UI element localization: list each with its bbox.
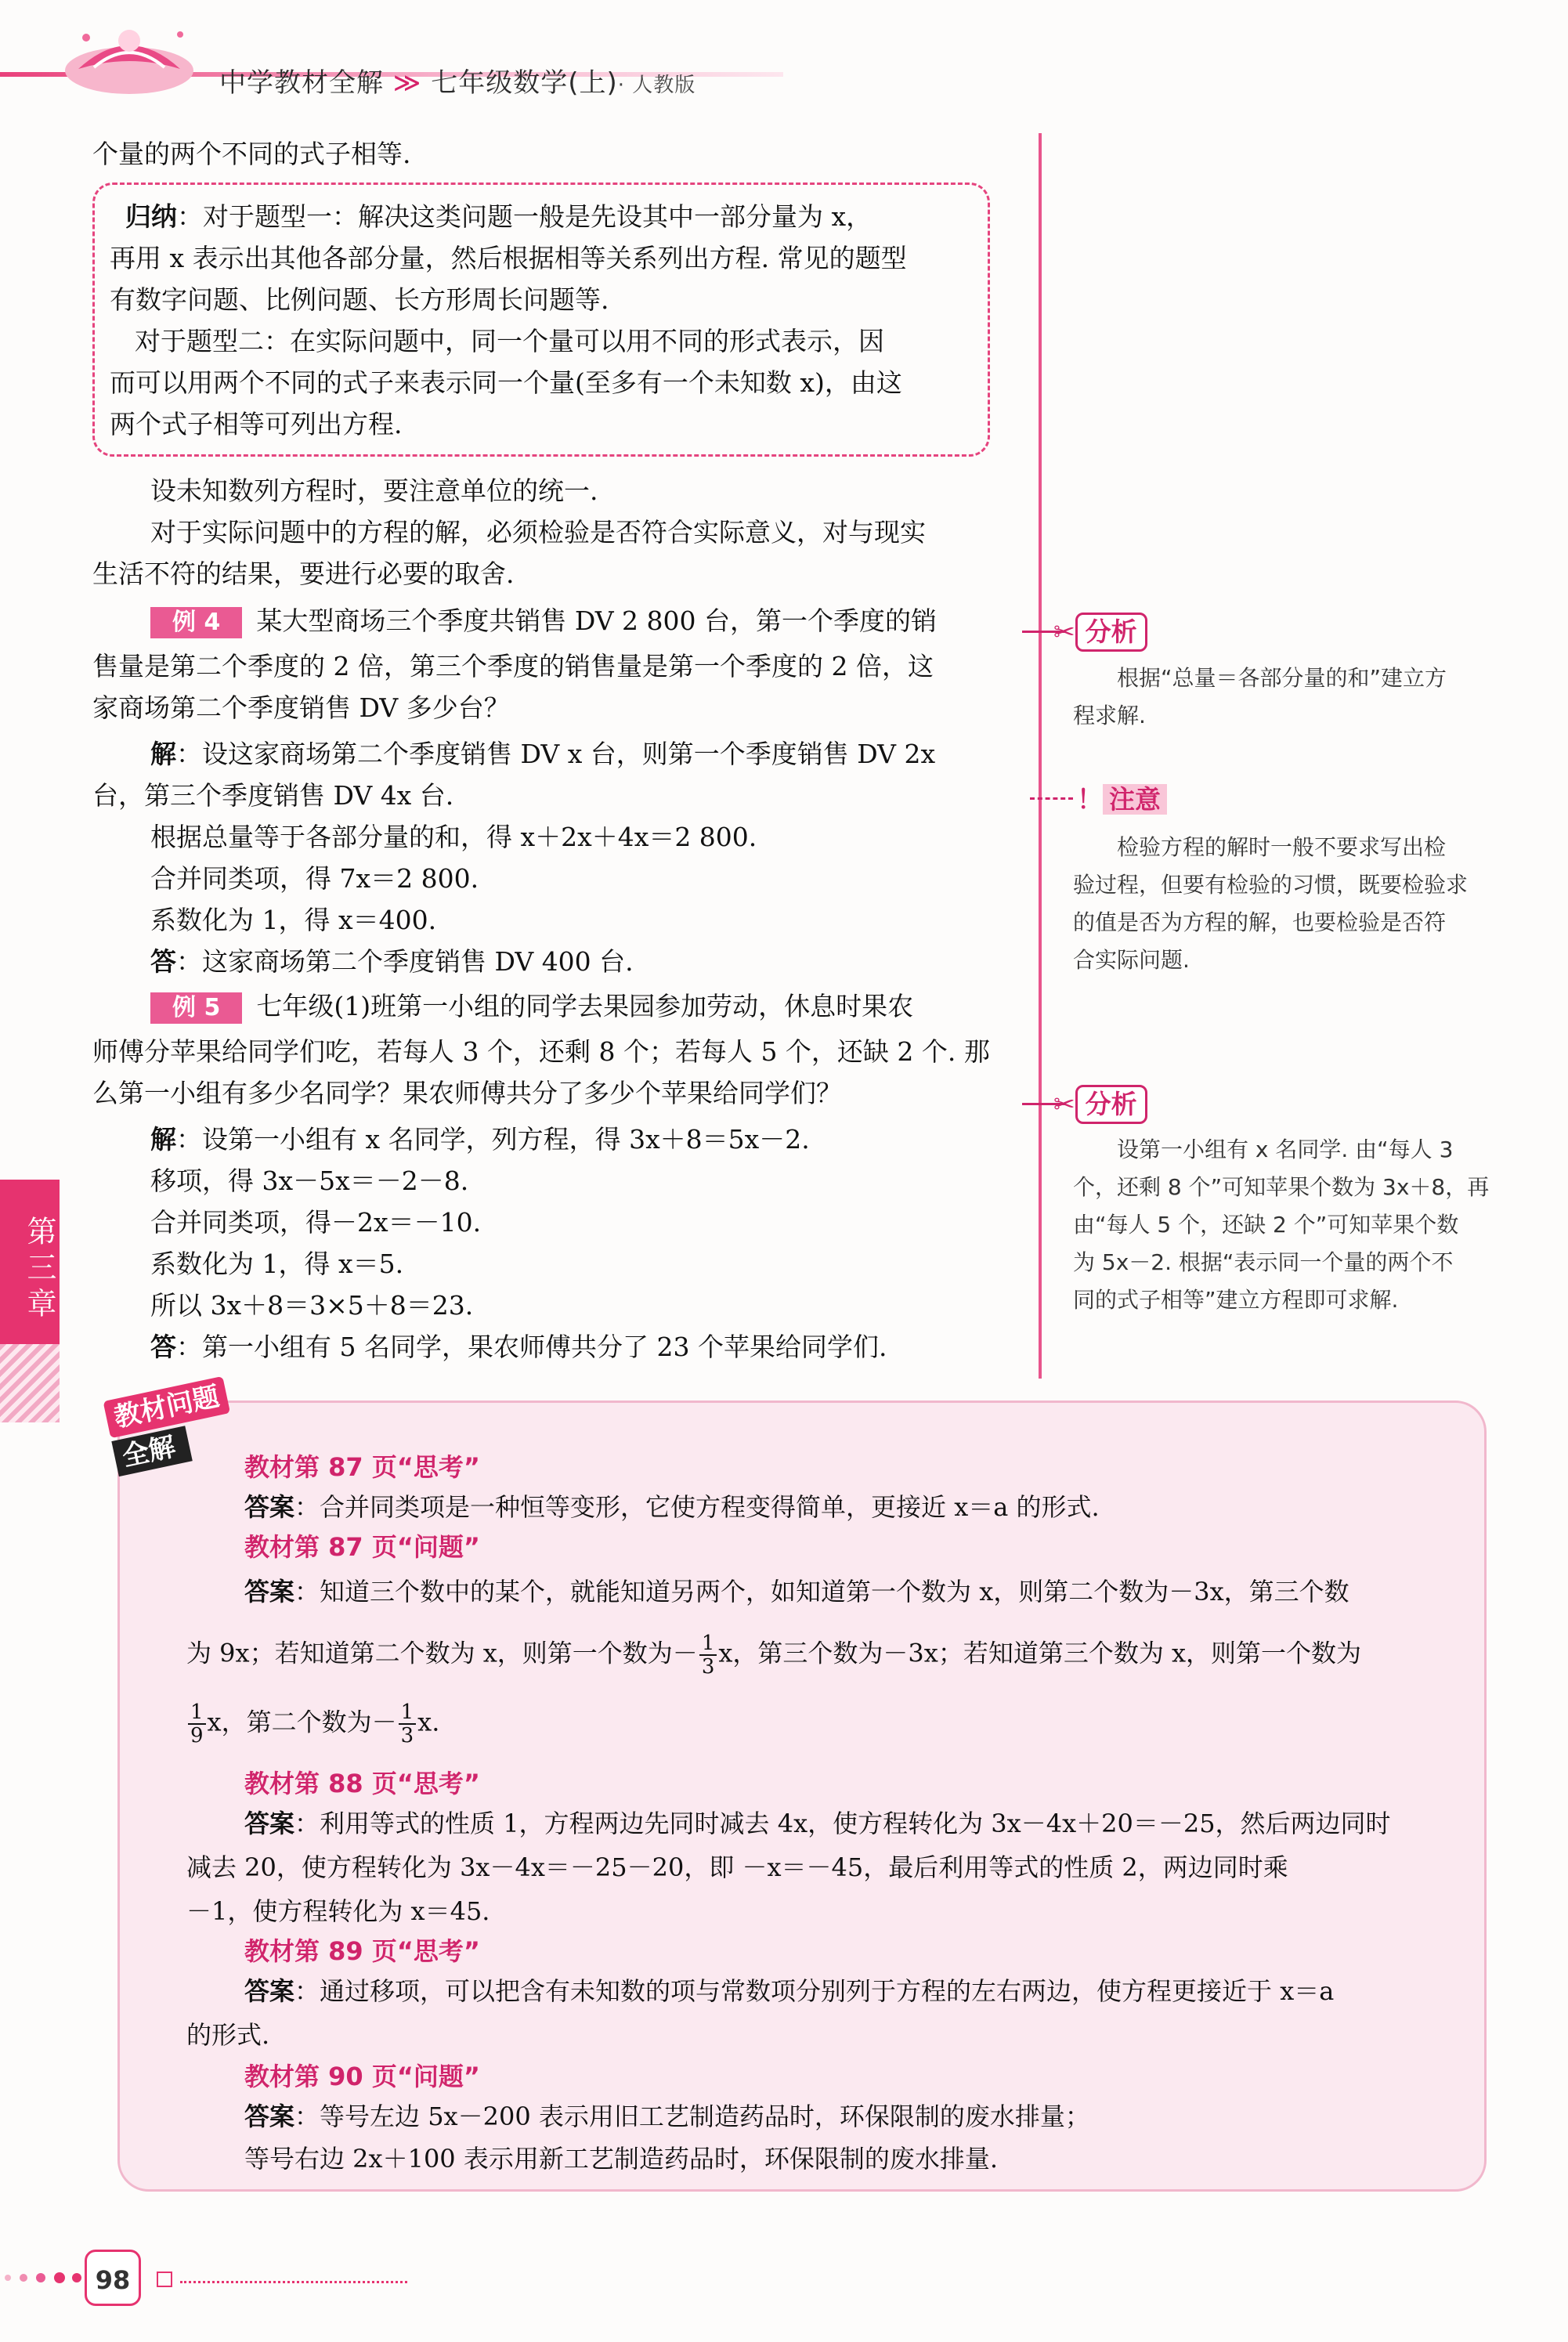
example-5-line: 师傅分苹果给同学们吃，若每人 3 个，还剩 8 个；若每人 5 个，还缺 2 个. 那 bbox=[92, 1036, 990, 1067]
book-name: 中学教材全解 bbox=[219, 67, 384, 99]
summary-line: 而可以用两个不同的式子来表示同一个量(至多有一个未知数 x)，由这 bbox=[110, 367, 902, 398]
summary-line: 对于题型二：在实际问题中，同一个量可以用不同的形式表示，因 bbox=[135, 326, 884, 356]
question-heading: 教材第 88 页“思考” bbox=[244, 1769, 480, 1798]
edition-name: · 人教版 bbox=[617, 74, 696, 97]
exclamation-icon: ！ bbox=[1077, 784, 1103, 815]
solution-line: 根据总量等于各部分量的和，得 x＋2x＋4x＝2 800. bbox=[150, 822, 757, 852]
solution-line: 合并同类项，得－2x＝－10. bbox=[150, 1207, 482, 1238]
badge-top: 教材问题 bbox=[103, 1376, 231, 1438]
badge-bottom: 全解 bbox=[111, 1426, 192, 1476]
side-note-line: 合实际问题. bbox=[1073, 947, 1190, 973]
answer-line: 答：这家商场第二个季度销售 DV 400 台. bbox=[150, 946, 634, 977]
side-note-line: 个，还剩 8 个”可知苹果个数为 3x＋8，再 bbox=[1073, 1174, 1490, 1200]
analysis-label: ✂ 分析 bbox=[1053, 613, 1147, 652]
text-line: 设未知数列方程时，要注意单位的统一. bbox=[150, 475, 598, 506]
question-heading: 教材第 90 页“问题” bbox=[244, 2062, 480, 2091]
fraction-one-third: $\frac{1}{3}$ bbox=[699, 1632, 717, 1678]
answer-line: 答案：合并同类项是一种恒等变形，它使方程变得简单，更接近 x＝a 的形式. bbox=[244, 1492, 1100, 1522]
text-line: 生活不符的结果，要进行必要的取舍. bbox=[92, 558, 515, 589]
summary-line: 归纳：对于题型一：解决这类问题一般是先设其中一部分量为 x， bbox=[125, 201, 873, 232]
side-note-line: 由“每人 5 个，还缺 2 个”可知苹果个数 bbox=[1073, 1212, 1459, 1238]
page-number: 98 bbox=[85, 2250, 141, 2306]
text-line: 个量的两个不同的式子相等. bbox=[92, 139, 411, 169]
example-4-line: 例 4 某大型商场三个季度共销售 DV 2 800 台，第一个季度的销 bbox=[150, 600, 937, 642]
answer-line: 等号右边 2x＋100 表示用新工艺制造药品时，环保限制的废水排量. bbox=[244, 2144, 999, 2174]
solution-line: 解：设第一小组有 x 名同学，列方程，得 3x＋8＝5x－2. bbox=[150, 1124, 810, 1155]
side-note-line: 的值是否为方程的解，也要检验是否符 bbox=[1073, 909, 1447, 935]
text-line: 对于实际问题中的方程的解，必须检验是否符合实际意义，对与现实 bbox=[150, 517, 926, 548]
side-note-line: 为 5x－2. 根据“表示同一个量的两个不 bbox=[1073, 1249, 1454, 1275]
side-note-line: 验过程，但要有检验的习惯，既要检验求 bbox=[1073, 872, 1469, 898]
pointer-line bbox=[1030, 797, 1073, 800]
example-4-line: 家商场第二个季度销售 DV 多少台？ bbox=[92, 692, 510, 723]
answer-line: 答：第一小组有 5 名同学，果农师傅共分了 23 个苹果给同学们. bbox=[150, 1332, 887, 1362]
summary-line: 两个式子相等可列出方程. bbox=[110, 409, 403, 439]
solution-line: 合并同类项，得 7x＝2 800. bbox=[150, 863, 479, 894]
summary-line: 再用 x 表示出其他各部分量，然后根据相等关系列出方程. 常见的题型 bbox=[110, 243, 907, 273]
answer-line: 的形式. bbox=[186, 2020, 270, 2050]
fraction-one-ninth: $\frac{1}{9}$ bbox=[188, 1701, 206, 1747]
side-note-line: 程求解. bbox=[1073, 703, 1146, 728]
note-label: ！ 注意 bbox=[1077, 779, 1167, 816]
example-5-line: 例 5 七年级(1)班第一小组的同学去果园参加劳动，休息时果农 bbox=[150, 985, 913, 1027]
chapter-tab-stripes bbox=[0, 1344, 60, 1422]
answer-line: 答案：等号左边 5x－200 表示用旧工艺制造药品时，环保限制的废水排量； bbox=[244, 2102, 1090, 2131]
answer-line: 减去 20，使方程转化为 3x－4x＝－25－20，即 －x＝－45，最后利用等式的性质 2，两边同时乘 bbox=[186, 1852, 1288, 1882]
side-note-line: 同的式子相等”建立方程即可求解. bbox=[1073, 1287, 1399, 1313]
side-note-line: 设第一小组有 x 名同学. 由“每人 3 bbox=[1117, 1137, 1454, 1162]
chapter-tab: 第三章 bbox=[0, 1180, 60, 1344]
footer-line bbox=[180, 2281, 407, 2283]
solution-line: 台，第三个季度销售 DV 4x 台. bbox=[92, 780, 454, 811]
question-heading: 教材第 89 页“思考” bbox=[244, 1936, 480, 1966]
summary-line: 有数字问题、比例问题、长方形周长问题等. bbox=[110, 284, 609, 315]
example-5-badge: 例 5 bbox=[150, 992, 242, 1024]
scissors-icon: ✂ bbox=[1053, 1089, 1075, 1119]
footer-square-icon bbox=[157, 2272, 172, 2287]
solution-line: 系数化为 1，得 x＝400. bbox=[150, 905, 437, 935]
answer-line: 为 9x；若知道第二个数为 x，则第一个数为－ $\frac{1}{3}$ x，第三个数为－3x；若知道第三个数为 x，则第一个数为 bbox=[186, 1632, 1362, 1679]
analysis-label: ✂ 分析 bbox=[1053, 1085, 1147, 1124]
example-4-badge: 例 4 bbox=[150, 607, 242, 638]
column-divider bbox=[1039, 133, 1042, 1379]
header-title: 中学教材全解 ≫ 七年级数学(上)· 人教版 bbox=[219, 67, 696, 99]
side-note-line: 根据“总量＝各部分量的和”建立方 bbox=[1117, 665, 1447, 691]
scissors-icon: ✂ bbox=[1053, 616, 1075, 647]
solution-line: 移项，得 3x－5x＝－2－8. bbox=[150, 1166, 469, 1196]
answer-line: 答案：知道三个数中的某个，就能知道另两个，如知道第一个数为 x，则第二个数为－3x，第三个数 bbox=[244, 1577, 1349, 1607]
answer-line: $\frac{1}{9}$ x，第二个数为－ $\frac{1}{3}$ x. bbox=[186, 1701, 439, 1747]
solution-line: 解：设这家商场第二个季度销售 DV x 台，则第一个季度销售 DV 2x bbox=[150, 739, 936, 769]
answer-line: 答案：利用等式的性质 1，方程两边先同时减去 4x，使方程转化为 3x－4x＋20＝－25，然后两边同时 bbox=[244, 1809, 1391, 1838]
example-4-line: 售量是第二个季度的 2 倍，第三个季度的销售量是第一个季度的 2 倍，这 bbox=[92, 651, 934, 681]
answer-line: 答案：通过移项，可以把含有未知数的项与常数项分别列于方程的左右两边，使方程更接近于 x＝a bbox=[244, 1976, 1335, 2006]
question-heading: 教材第 87 页“思考” bbox=[244, 1452, 480, 1482]
solution-line: 所以 3x＋8＝3×5＋8＝23. bbox=[150, 1290, 474, 1321]
grade-name: 七年级数学(上) bbox=[431, 67, 618, 99]
fraction-one-third: $\frac{1}{3}$ bbox=[399, 1701, 417, 1747]
answer-line: －1，使方程转化为 x＝45. bbox=[186, 1896, 490, 1926]
book-logo-icon bbox=[55, 14, 204, 100]
solution-line: 系数化为 1，得 x＝5. bbox=[150, 1249, 404, 1279]
example-5-line: 么第一小组有多少名同学？果农师傅共分了多少个苹果给同学们？ bbox=[92, 1078, 842, 1108]
footer-dots-icon bbox=[0, 2270, 82, 2286]
side-note-line: 检验方程的解时一般不要求写出检 bbox=[1117, 834, 1447, 860]
question-heading: 教材第 87 页“问题” bbox=[244, 1532, 480, 1562]
